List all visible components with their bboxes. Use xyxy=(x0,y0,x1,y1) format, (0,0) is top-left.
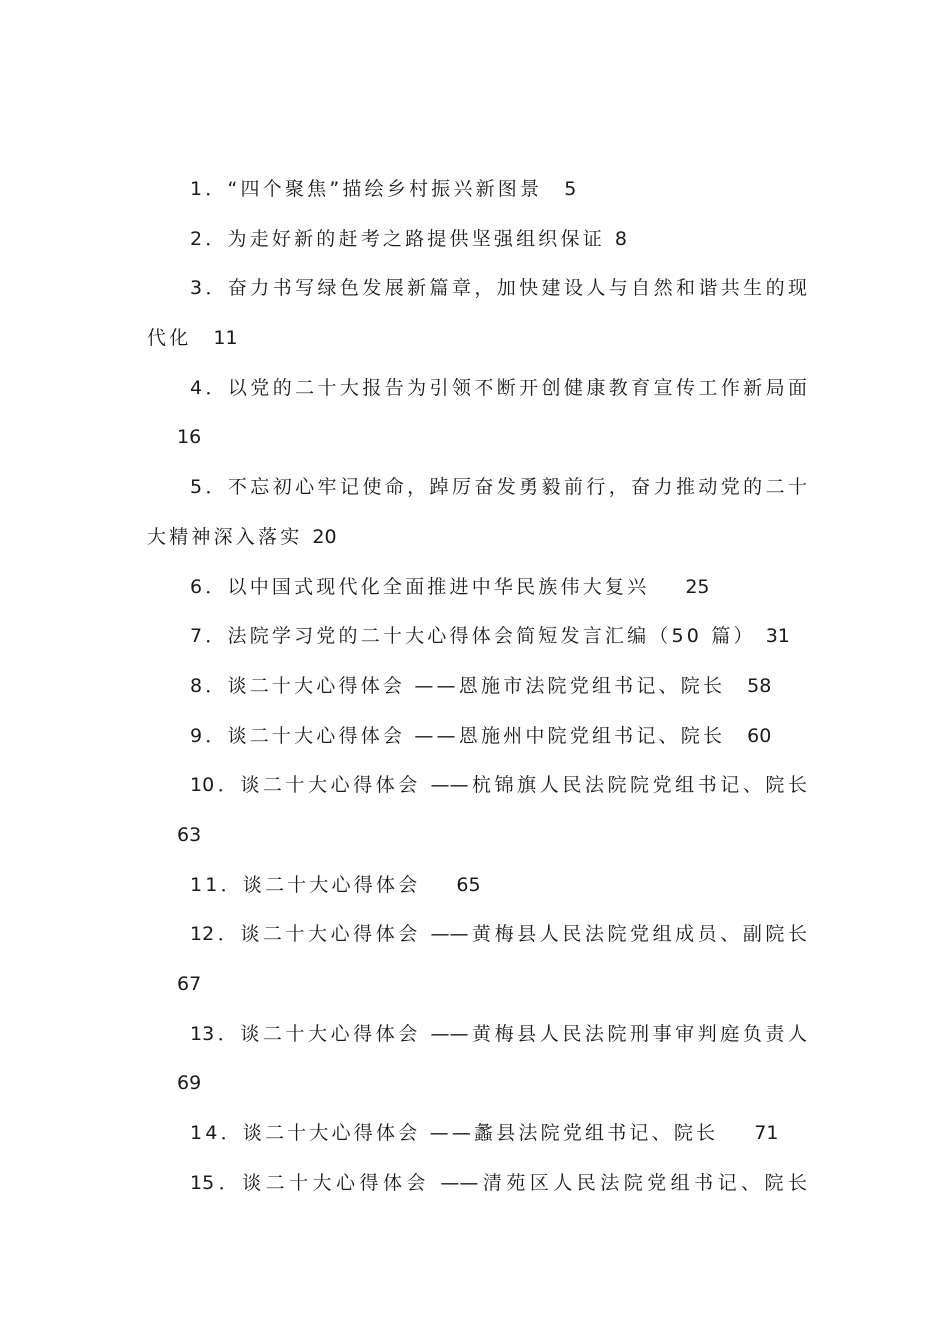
toc-entry-11[interactable] xyxy=(147,861,807,911)
toc-entry-title-continued: 大精神深入落实 xyxy=(147,525,303,548)
toc-entry-6[interactable] xyxy=(147,563,807,613)
toc-entry-title: 谈二十大心得体会 ——清苑区人民法院党组书记、院长 xyxy=(242,1171,807,1194)
toc-entry-number: 7． xyxy=(190,625,228,648)
toc-entry-page: 65 xyxy=(456,873,481,896)
toc-entry-4[interactable] xyxy=(147,364,807,414)
toc-entry-title: “四个聚焦”描绘乡村振兴新图景 xyxy=(227,178,543,200)
toc-entry-page: 8 xyxy=(614,227,627,250)
toc-entry-7[interactable] xyxy=(147,612,807,662)
toc-entry-14[interactable] xyxy=(147,1109,807,1159)
toc-entry-number: 15． xyxy=(190,1171,243,1194)
toc-entry-page: 60 xyxy=(747,724,772,747)
toc-entry-number: 6． xyxy=(190,575,228,598)
toc-entry-title: 以党的二十大报告为引领不断开创健康教育宣传工作新局面 xyxy=(227,376,807,399)
toc-entry-4-continuation[interactable] xyxy=(147,413,807,463)
toc-entry-page: 31 xyxy=(765,625,790,648)
toc-entry-title: 不忘初心牢记使命，踔厉奋发勇毅前行，奋力推动党的二十 xyxy=(227,476,807,499)
toc-entry-title: 谈二十大心得体会 ——黄梅县人民法院党组成员、副院长 xyxy=(240,923,807,946)
toc-entry-5-continuation[interactable] xyxy=(147,513,807,563)
toc-entry-10[interactable] xyxy=(147,761,807,811)
toc-entry-13[interactable] xyxy=(147,1010,807,1060)
toc-entry-title: 谈二十大心得体会 ——黄梅县人民法院刑事审判庭负责人 xyxy=(240,1022,807,1045)
toc-entry-2[interactable] xyxy=(147,215,807,265)
toc-entry-page: 20 xyxy=(312,525,337,548)
table-of-contents xyxy=(147,165,807,1208)
toc-entry-number: 8． xyxy=(190,674,228,697)
toc-entry-title: 谈二十大心得体会 xyxy=(242,873,421,896)
toc-entry-page: 11 xyxy=(213,327,238,350)
toc-entry-page: 71 xyxy=(754,1122,779,1145)
toc-entry-title: 谈二十大心得体会 ——杭锦旗人民法院院党组书记、院长 xyxy=(240,774,807,797)
toc-entry-number: 4． xyxy=(190,376,228,399)
toc-entry-number: 9． xyxy=(190,724,228,747)
toc-entry-3[interactable] xyxy=(147,264,807,314)
toc-entry-page: 69 xyxy=(177,1072,202,1095)
toc-entry-number: 3． xyxy=(190,277,228,300)
toc-entry-page: 67 xyxy=(177,973,202,995)
toc-entry-title-continued: 代化 xyxy=(147,327,192,350)
toc-entry-number: 1． xyxy=(190,178,228,200)
toc-entry-page: 25 xyxy=(685,575,710,598)
toc-entry-page: 63 xyxy=(177,823,202,846)
toc-entry-number: 11． xyxy=(190,873,243,896)
toc-entry-9[interactable] xyxy=(147,712,807,762)
toc-entry-number: 13． xyxy=(190,1022,241,1045)
toc-entry-8[interactable] xyxy=(147,662,807,712)
toc-entry-title: 谈二十大心得体会 ——蠡县法院党组书记、院长 xyxy=(242,1122,719,1145)
toc-entry-12[interactable] xyxy=(147,910,807,960)
toc-entry-3-continuation[interactable] xyxy=(147,314,807,364)
toc-entry-page: 58 xyxy=(747,674,772,697)
toc-entry-title: 法院学习党的二十大心得体会简短发言汇编（50 篇） xyxy=(227,625,756,648)
toc-entry-13-continuation[interactable] xyxy=(147,1059,807,1109)
toc-entry-12-continuation[interactable] xyxy=(147,960,807,1010)
toc-entry-page: 5 xyxy=(564,178,577,200)
toc-entry-number: 12． xyxy=(190,923,241,946)
toc-entry-title: 以中国式现代化全面推进中华民族伟大复兴 xyxy=(227,575,650,598)
toc-entry-title: 谈二十大心得体会 ——恩施州中院党组书记、院长 xyxy=(227,724,726,747)
toc-entry-number: 2． xyxy=(190,227,228,250)
toc-entry-number: 10． xyxy=(190,774,241,797)
toc-entry-1[interactable] xyxy=(147,165,807,215)
toc-entry-page: 16 xyxy=(177,426,202,449)
toc-entry-title: 谈二十大心得体会 ——恩施市法院党组书记、院长 xyxy=(227,674,726,697)
toc-entry-title: 奋力书写绿色发展新篇章，加快建设人与自然和谐共生的现 xyxy=(227,277,807,300)
toc-entry-10-continuation[interactable] xyxy=(147,811,807,861)
toc-entry-5[interactable] xyxy=(147,463,807,513)
toc-entry-title: 为走好新的赶考之路提供坚强组织保证 xyxy=(227,227,605,250)
toc-entry-number: 5． xyxy=(190,476,228,499)
toc-entry-number: 14． xyxy=(190,1122,243,1145)
toc-entry-15[interactable] xyxy=(147,1159,807,1209)
